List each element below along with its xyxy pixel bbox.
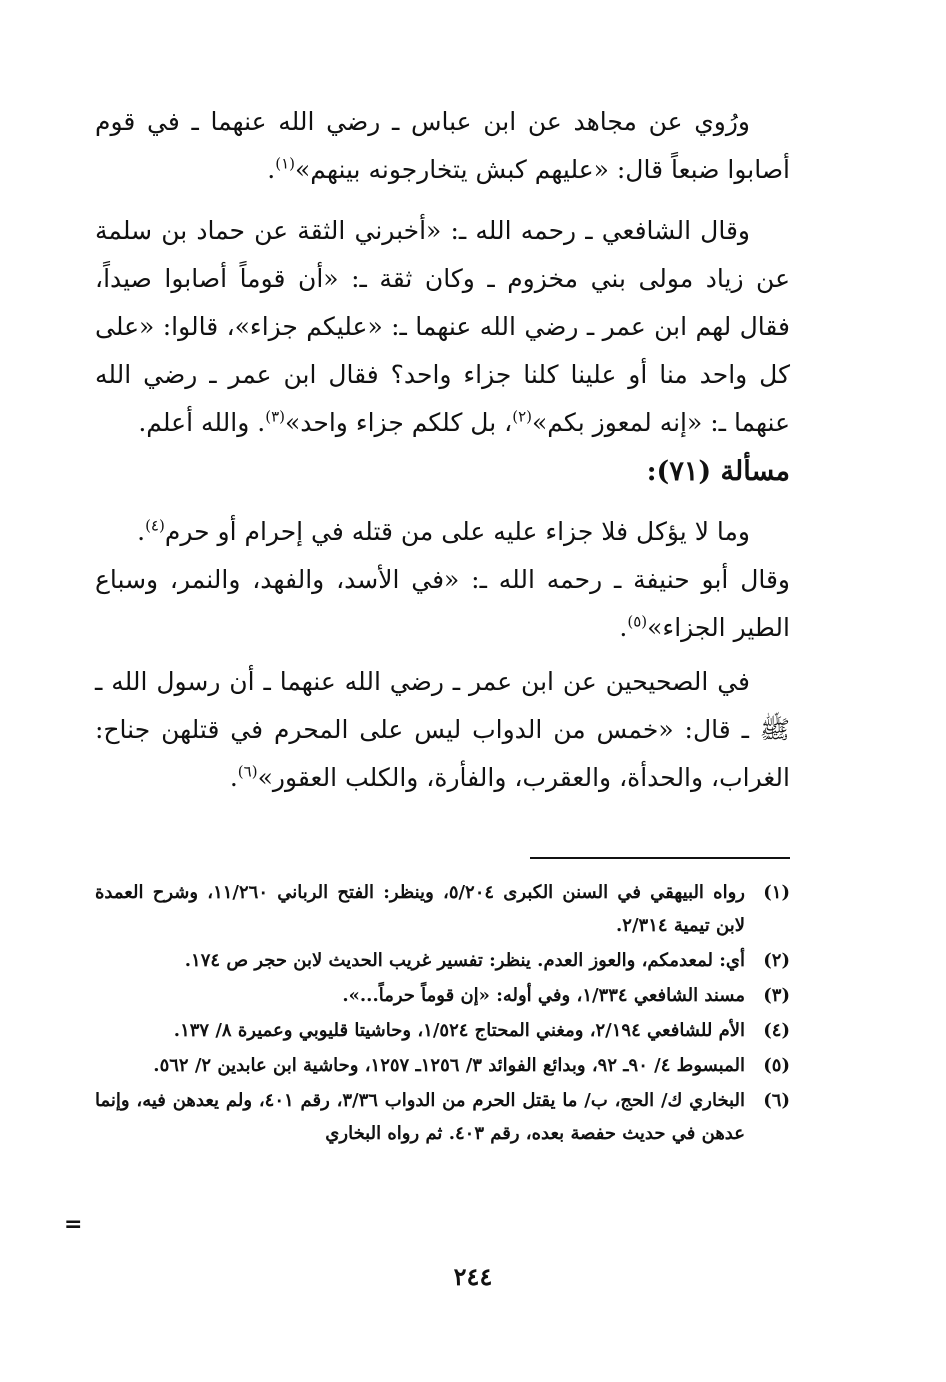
paragraph-text: ، بل كلكم جزاء واحد» (284, 408, 513, 437)
footnote-ref: (٢) (512, 407, 532, 426)
main-text (95, 207, 790, 447)
footnote-2 (95, 944, 790, 977)
paragraph-2 (95, 207, 790, 447)
continuation-mark: = (64, 1212, 83, 1237)
footnote-text: رواه البيهقي في السنن الكبرى ٥/٢٠٤، وينظر: الفتح الرباني ١١/٢٦٠، وشرح العمدة لابن تيمية ٢/٣١٤. (95, 882, 745, 936)
footnote-text: أي: لمعدمكم، والعوز العدم. ينظر: تفسير غريب الحديث لابن حجر ص ١٧٤. (184, 950, 745, 971)
footnote-number: (١) (763, 882, 790, 903)
main-text (95, 98, 790, 194)
paragraph-text: ورُوي عن مجاهد عن ابن عباس ـ رضي الله عنهما ـ في قوم أصابوا ضبعاً قال: «عليهم كبش يتخارجونه بينهم» (95, 107, 790, 184)
footnote-5 (95, 1049, 790, 1082)
paragraph-text: . والله أعلم. (138, 408, 266, 437)
footnote-ref: (٤) (145, 516, 165, 535)
footnote-ref: (٦) (237, 762, 258, 781)
footnote-6 (95, 1084, 790, 1150)
paragraph-text: وقال أبو حنيفة ـ رحمه الله ـ: «في الأسد، والفهد، والنمر، وسباع الطير الجزاء» (95, 565, 790, 642)
footnote-ref: (٣) (265, 407, 285, 426)
footnote-ref: (٥) (627, 612, 648, 631)
main-text (95, 508, 790, 652)
paragraph-3 (95, 508, 790, 556)
paragraph-5 (95, 658, 790, 802)
footnote-number: (٦) (763, 1090, 790, 1111)
footnote-1 (95, 876, 790, 942)
section-heading-block (95, 452, 790, 492)
paragraph-4 (95, 556, 790, 652)
footnote-text: المبسوط ٤/ ٩٠ـ ٩٢، وبدائع الفوائد ٣/ ١٢٥٦ـ ١٢٥٧، وحاشية ابن عابدين ٢/ ٥٦٢. (153, 1055, 745, 1076)
footnote-number: (٤) (763, 1020, 790, 1041)
paragraph-text: . (619, 613, 628, 642)
paragraph-text: . (229, 763, 238, 792)
footnote-text: الأم للشافعي ٢/١٩٤، ومغني المحتاج ١/٥٢٤، وحاشيتا قليوبي وعميرة ٨/ ١٣٧. (173, 1020, 745, 1041)
footnotes (95, 876, 790, 1152)
paragraph-text: . (267, 155, 276, 184)
footnote-separator (530, 857, 790, 859)
footnote-number: (٢) (763, 950, 790, 971)
paragraph-text: وقال الشافعي ـ رحمه الله ـ: «أخبرني الثقة عن حماد بن سلمة عن زياد مولى بني مخزوم ـ وكان ثقة ـ: «أن قوماً أصابوا صيداً، فقال لهم ابن عمر ـ رضي الله عنهما ـ: «عليكم جزاء»، قالوا: «على كل واحد منا أو علينا كلنا جزاء واحد؟ فقال ابن عمر ـ رضي الله عنهما ـ: «إنه لمعوز بكم» (95, 216, 790, 437)
paragraph-text: وما لا يؤكل فلا جزاء عليه على من قتله في إحرام أو حرم (164, 517, 750, 546)
paragraph-1 (95, 98, 790, 194)
footnote-number: (٥) (763, 1055, 790, 1076)
main-text (95, 658, 790, 802)
page-number: ٢٤٤ (453, 1262, 493, 1291)
footnote-text: مسند الشافعي ١/٣٣٤، وفي أوله: «إن قوماً حرماً...». (342, 985, 745, 1006)
footnote-number: (٣) (763, 985, 790, 1006)
footnote-3 (95, 979, 790, 1012)
footnote-text: البخاري ك/ الحج، ب/ ما يقتل الحرم من الدواب ٣/٣٦، رقم ٤٠١، ولم يعدهن فيه، وإنما عدهن في حديث حفصة بعده، رقم ٤٠٣. ثم رواه البخاري (95, 1090, 745, 1144)
paragraph-text: في الصحيحين عن ابن عمر ـ رضي الله عنهما ـ أن رسول الله ـ ﷺ ـ قال: «خمس من الدواب ليس على المحرم في قتلهن جناح: الغراب، والحدأة، والعقرب، والفأرة، والكلب العقور» (95, 667, 790, 792)
footnote-4 (95, 1014, 790, 1047)
footnote-ref: (١) (275, 154, 296, 173)
paragraph-text: . (137, 517, 146, 546)
section-heading: مسألة (٧١): (646, 456, 790, 487)
